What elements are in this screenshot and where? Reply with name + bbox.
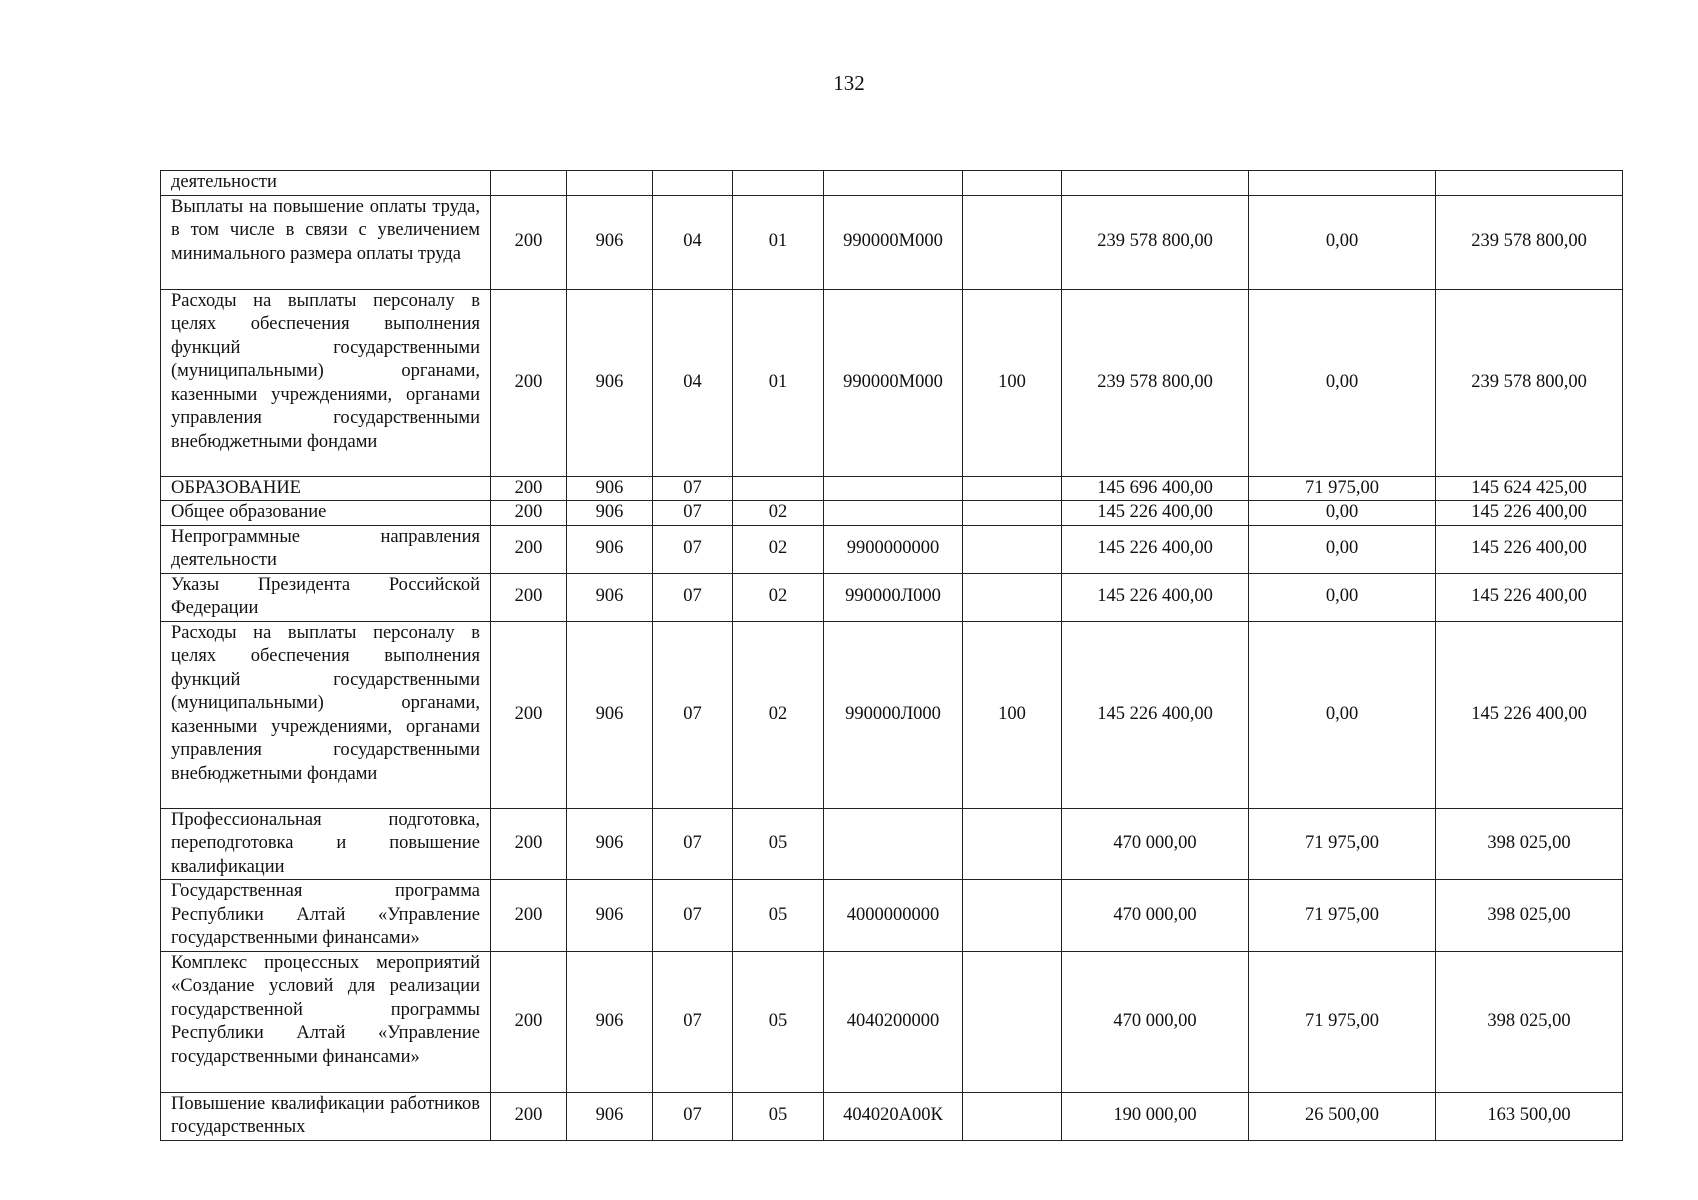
rz-cell: 200 bbox=[491, 808, 567, 880]
description-cell: ОБРАЗОВАНИЕ bbox=[161, 476, 491, 501]
rz-cell: 200 bbox=[491, 525, 567, 573]
change-amount-cell: 26 500,00 bbox=[1249, 1092, 1436, 1140]
target-article-cell: 990000Л000 bbox=[824, 573, 963, 621]
grbs-cell: 906 bbox=[567, 1092, 653, 1140]
section-cell: 07 bbox=[653, 1092, 733, 1140]
description-cell: Профессиональная подготовка, переподготовка и повышение квалификации bbox=[161, 808, 491, 880]
grbs-cell bbox=[567, 171, 653, 196]
approved-amount-cell: 145 696 400,00 bbox=[1062, 476, 1249, 501]
subsection-cell: 01 bbox=[733, 289, 824, 476]
table-row bbox=[161, 573, 1623, 621]
total-amount-cell: 398 025,00 bbox=[1436, 808, 1623, 880]
subsection-cell bbox=[733, 476, 824, 501]
section-cell: 07 bbox=[653, 501, 733, 526]
change-amount-cell: 0,00 bbox=[1249, 195, 1436, 289]
description-cell: Указы Президента Российской Федерации bbox=[161, 573, 491, 621]
table-body bbox=[161, 171, 1623, 1141]
approved-amount-cell: 145 226 400,00 bbox=[1062, 525, 1249, 573]
total-amount-cell: 145 226 400,00 bbox=[1436, 501, 1623, 526]
approved-amount-cell: 145 226 400,00 bbox=[1062, 501, 1249, 526]
total-amount-cell: 398 025,00 bbox=[1436, 951, 1623, 1092]
subsection-cell bbox=[733, 171, 824, 196]
rz-cell: 200 bbox=[491, 951, 567, 1092]
table-row bbox=[161, 951, 1623, 1092]
section-cell bbox=[653, 171, 733, 196]
approved-amount-cell: 239 578 800,00 bbox=[1062, 289, 1249, 476]
target-article-cell: 9900000000 bbox=[824, 525, 963, 573]
table-row bbox=[161, 621, 1623, 808]
section-cell: 07 bbox=[653, 880, 733, 952]
section-cell: 04 bbox=[653, 289, 733, 476]
change-amount-cell: 0,00 bbox=[1249, 573, 1436, 621]
target-article-cell: 990000Л000 bbox=[824, 621, 963, 808]
table-row bbox=[161, 195, 1623, 289]
subsection-cell: 05 bbox=[733, 951, 824, 1092]
total-amount-cell: 145 624 425,00 bbox=[1436, 476, 1623, 501]
section-cell: 07 bbox=[653, 573, 733, 621]
subsection-cell: 01 bbox=[733, 195, 824, 289]
table-row bbox=[161, 289, 1623, 476]
table-row bbox=[161, 501, 1623, 526]
grbs-cell: 906 bbox=[567, 621, 653, 808]
rz-cell: 200 bbox=[491, 880, 567, 952]
description-cell: Общее образование bbox=[161, 501, 491, 526]
total-amount-cell: 239 578 800,00 bbox=[1436, 195, 1623, 289]
grbs-cell: 906 bbox=[567, 501, 653, 526]
target-article-cell: 404020А00К bbox=[824, 1092, 963, 1140]
approved-amount-cell: 145 226 400,00 bbox=[1062, 573, 1249, 621]
rz-cell: 200 bbox=[491, 621, 567, 808]
table-row bbox=[161, 525, 1623, 573]
expense-type-cell bbox=[963, 195, 1062, 289]
rz-cell bbox=[491, 171, 567, 196]
approved-amount-cell: 470 000,00 bbox=[1062, 880, 1249, 952]
description-cell: Непрограммные направления деятельности bbox=[161, 525, 491, 573]
change-amount-cell: 71 975,00 bbox=[1249, 808, 1436, 880]
expense-type-cell bbox=[963, 525, 1062, 573]
total-amount-cell: 145 226 400,00 bbox=[1436, 621, 1623, 808]
table-row bbox=[161, 880, 1623, 952]
change-amount-cell: 0,00 bbox=[1249, 501, 1436, 526]
description-cell: Комплекс процессных мероприятий «Создание условий для реализации государственной программы Республики Алтай «Управление государственными финансами» bbox=[161, 951, 491, 1092]
total-amount-cell: 145 226 400,00 bbox=[1436, 573, 1623, 621]
subsection-cell: 02 bbox=[733, 501, 824, 526]
expense-type-cell bbox=[963, 951, 1062, 1092]
table-row bbox=[161, 1092, 1623, 1140]
section-cell: 07 bbox=[653, 525, 733, 573]
approved-amount-cell: 239 578 800,00 bbox=[1062, 195, 1249, 289]
subsection-cell: 02 bbox=[733, 573, 824, 621]
description-cell: Государственная программа Республики Алтай «Управление государственными финансами» bbox=[161, 880, 491, 952]
rz-cell: 200 bbox=[491, 476, 567, 501]
grbs-cell: 906 bbox=[567, 476, 653, 501]
change-amount-cell: 71 975,00 bbox=[1249, 476, 1436, 501]
description-cell: Расходы на выплаты персоналу в целях обеспечения выполнения функций государственными (муниципальными) органами, казенными учреждениями, органами управления государственными внебюджетными фондами bbox=[161, 289, 491, 476]
section-cell: 07 bbox=[653, 951, 733, 1092]
approved-amount-cell: 190 000,00 bbox=[1062, 1092, 1249, 1140]
change-amount-cell: 71 975,00 bbox=[1249, 880, 1436, 952]
description-cell: Расходы на выплаты персоналу в целях обеспечения выполнения функций государственными (муниципальными) органами, казенными учреждениями, органами управления государственными внебюджетными фондами bbox=[161, 621, 491, 808]
grbs-cell: 906 bbox=[567, 525, 653, 573]
description-cell: Выплаты на повышение оплаты труда, в том числе в связи с увеличением минимального размера оплаты труда bbox=[161, 195, 491, 289]
grbs-cell: 906 bbox=[567, 951, 653, 1092]
target-article-cell: 4000000000 bbox=[824, 880, 963, 952]
expense-type-cell bbox=[963, 501, 1062, 526]
section-cell: 04 bbox=[653, 195, 733, 289]
subsection-cell: 05 bbox=[733, 1092, 824, 1140]
expense-type-cell bbox=[963, 808, 1062, 880]
expense-type-cell: 100 bbox=[963, 621, 1062, 808]
grbs-cell: 906 bbox=[567, 289, 653, 476]
expense-type-cell bbox=[963, 476, 1062, 501]
subsection-cell: 02 bbox=[733, 525, 824, 573]
change-amount-cell: 71 975,00 bbox=[1249, 951, 1436, 1092]
target-article-cell bbox=[824, 171, 963, 196]
target-article-cell: 990000М000 bbox=[824, 195, 963, 289]
approved-amount-cell: 470 000,00 bbox=[1062, 951, 1249, 1092]
section-cell: 07 bbox=[653, 808, 733, 880]
section-cell: 07 bbox=[653, 621, 733, 808]
grbs-cell: 906 bbox=[567, 573, 653, 621]
table-row bbox=[161, 171, 1623, 196]
target-article-cell bbox=[824, 501, 963, 526]
change-amount-cell: 0,00 bbox=[1249, 621, 1436, 808]
grbs-cell: 906 bbox=[567, 195, 653, 289]
section-cell: 07 bbox=[653, 476, 733, 501]
expense-type-cell bbox=[963, 880, 1062, 952]
budget-table bbox=[160, 170, 1623, 1141]
total-amount-cell: 239 578 800,00 bbox=[1436, 289, 1623, 476]
change-amount-cell: 0,00 bbox=[1249, 289, 1436, 476]
rz-cell: 200 bbox=[491, 289, 567, 476]
description-cell: Повышение квалификации работников государственных bbox=[161, 1092, 491, 1140]
approved-amount-cell: 470 000,00 bbox=[1062, 808, 1249, 880]
grbs-cell: 906 bbox=[567, 880, 653, 952]
rz-cell: 200 bbox=[491, 195, 567, 289]
subsection-cell: 02 bbox=[733, 621, 824, 808]
change-amount-cell bbox=[1249, 171, 1436, 196]
subsection-cell: 05 bbox=[733, 880, 824, 952]
rz-cell: 200 bbox=[491, 573, 567, 621]
table-row bbox=[161, 808, 1623, 880]
target-article-cell: 990000М000 bbox=[824, 289, 963, 476]
target-article-cell bbox=[824, 476, 963, 501]
expense-type-cell: 100 bbox=[963, 289, 1062, 476]
expense-type-cell bbox=[963, 1092, 1062, 1140]
description-cell: деятельности bbox=[161, 171, 491, 196]
page-number: 132 bbox=[833, 71, 865, 95]
grbs-cell: 906 bbox=[567, 808, 653, 880]
target-article-cell bbox=[824, 808, 963, 880]
change-amount-cell: 0,00 bbox=[1249, 525, 1436, 573]
expense-type-cell bbox=[963, 171, 1062, 196]
approved-amount-cell: 145 226 400,00 bbox=[1062, 621, 1249, 808]
total-amount-cell: 145 226 400,00 bbox=[1436, 525, 1623, 573]
total-amount-cell: 398 025,00 bbox=[1436, 880, 1623, 952]
table-row bbox=[161, 476, 1623, 501]
expense-type-cell bbox=[963, 573, 1062, 621]
subsection-cell: 05 bbox=[733, 808, 824, 880]
rz-cell: 200 bbox=[491, 501, 567, 526]
rz-cell: 200 bbox=[491, 1092, 567, 1140]
approved-amount-cell bbox=[1062, 171, 1249, 196]
total-amount-cell: 163 500,00 bbox=[1436, 1092, 1623, 1140]
total-amount-cell bbox=[1436, 171, 1623, 196]
target-article-cell: 4040200000 bbox=[824, 951, 963, 1092]
